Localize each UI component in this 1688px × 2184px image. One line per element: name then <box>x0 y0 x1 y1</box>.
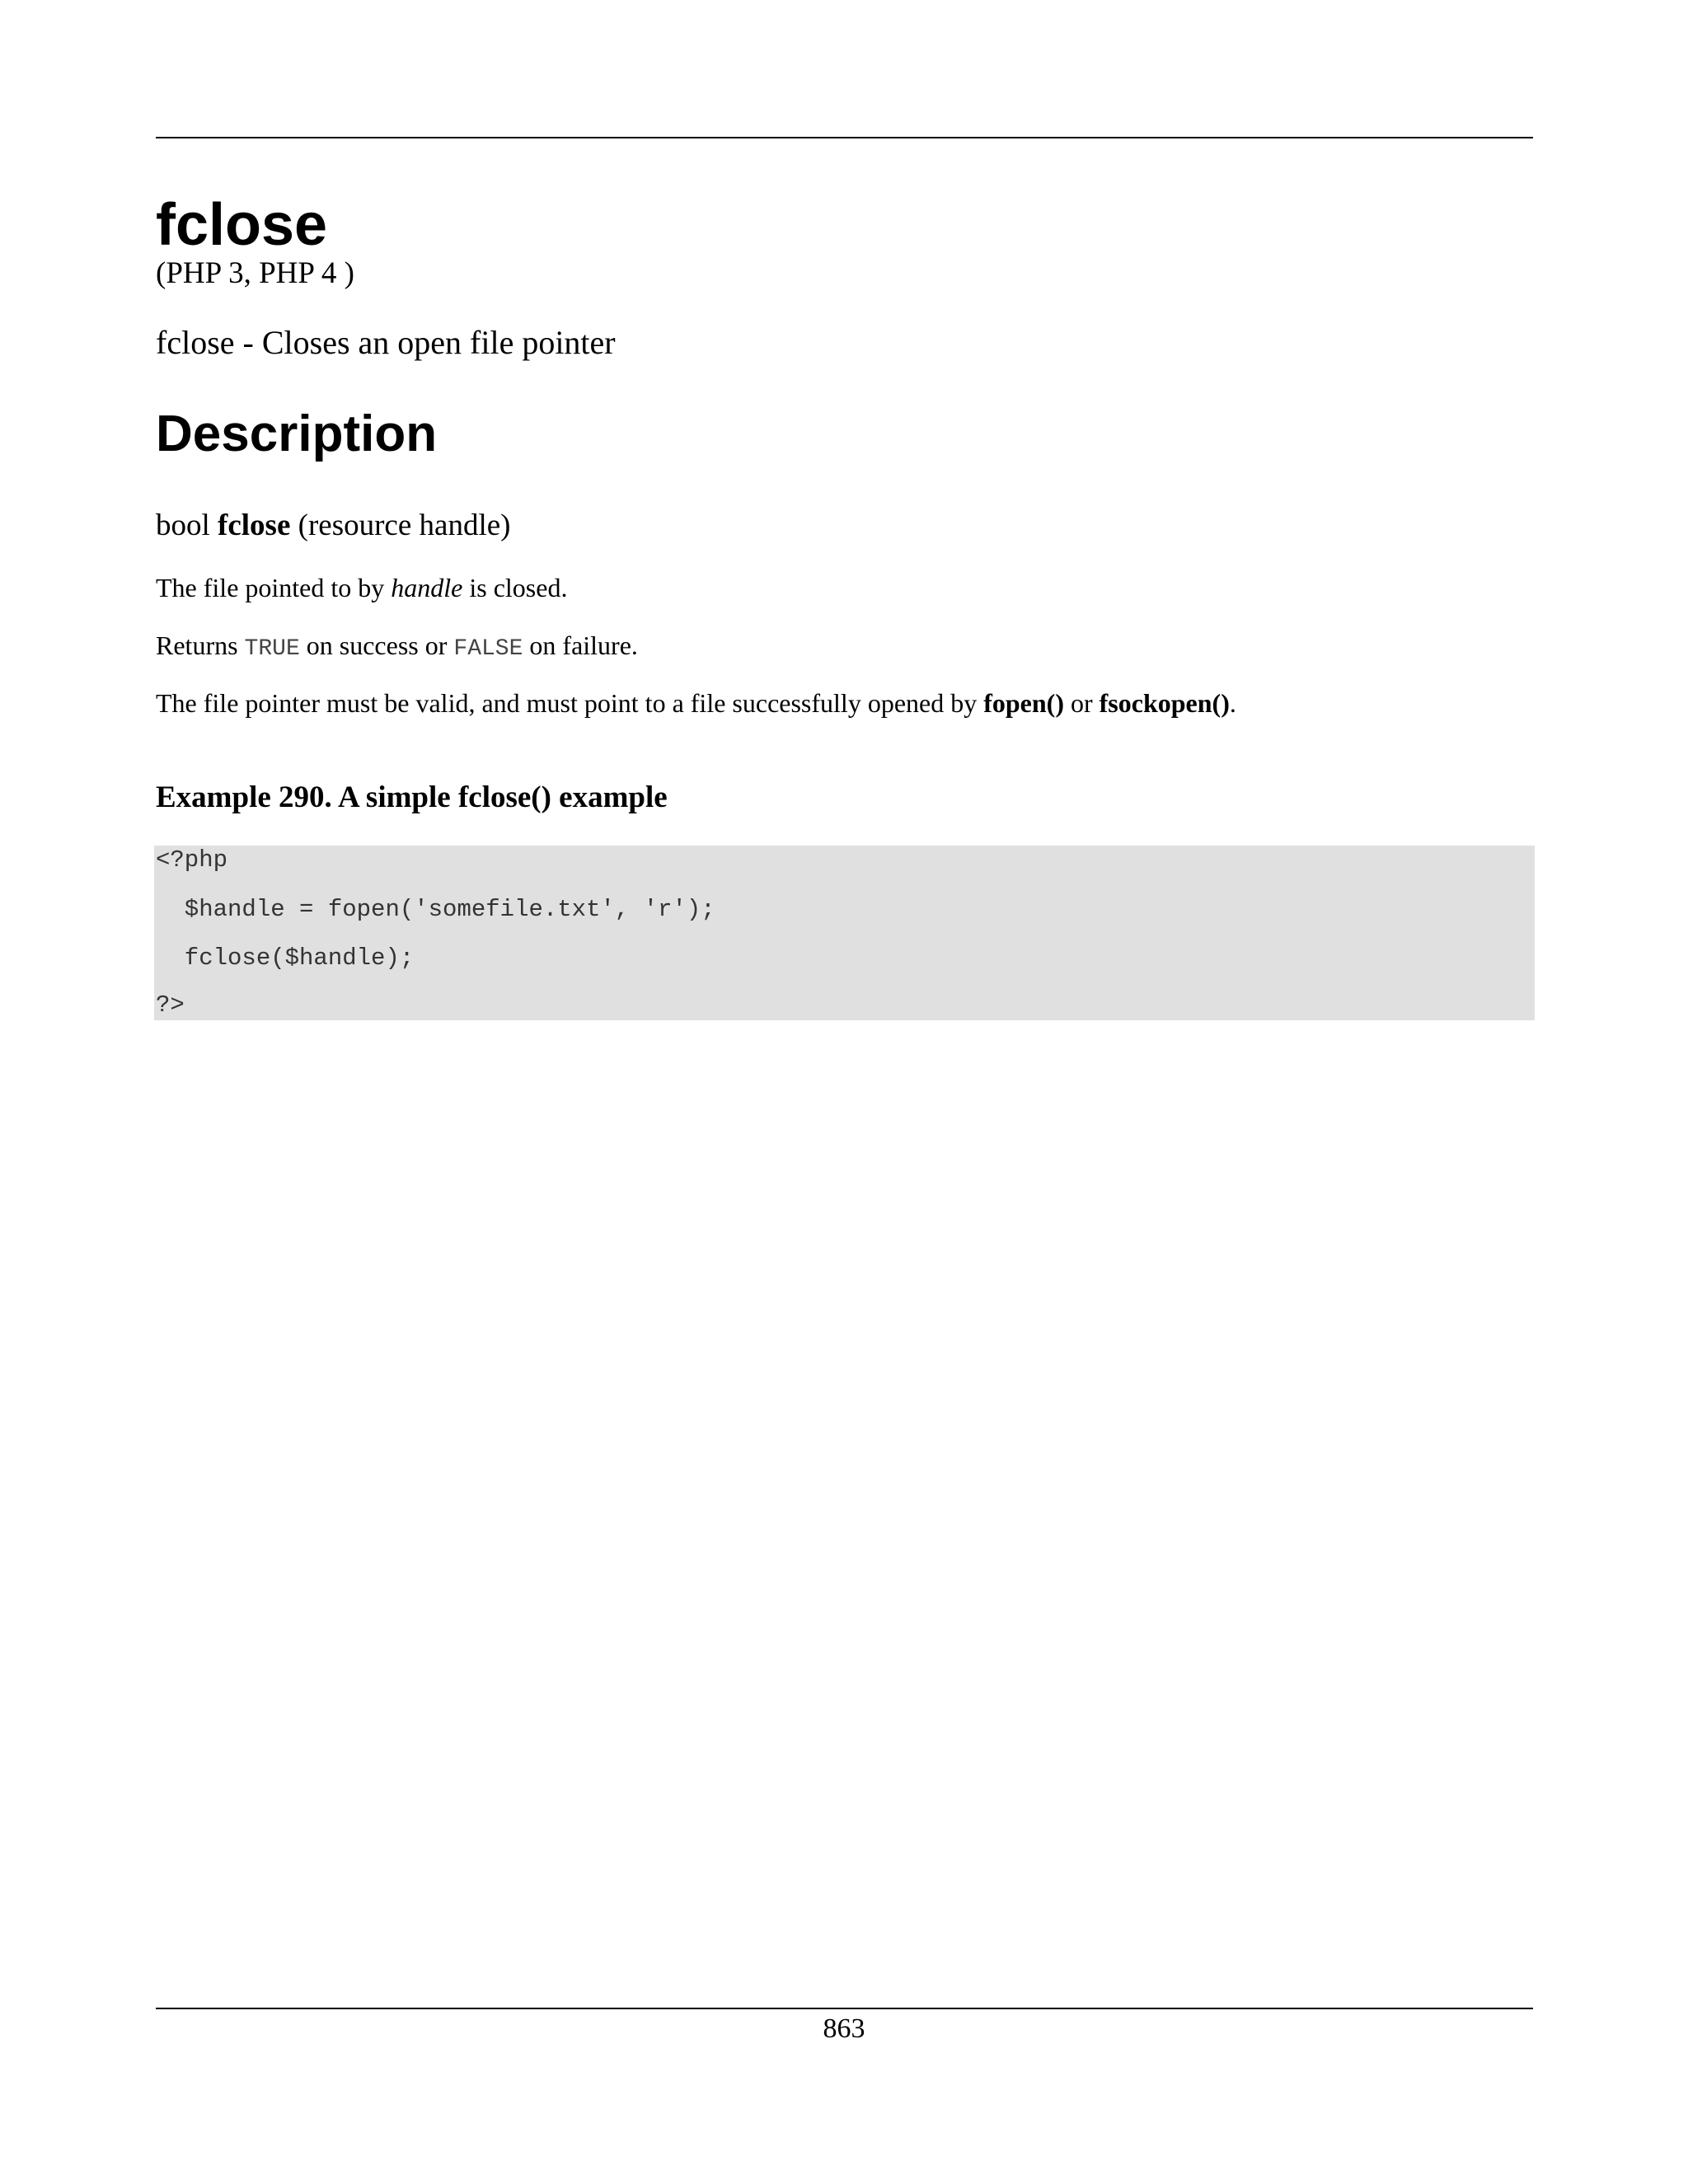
code-line: <?php <box>156 846 228 874</box>
code-line: $handle = fopen('somefile.txt', 'r'); <box>156 896 715 923</box>
footer-rule <box>156 2008 1533 2009</box>
para1-text-before: The file pointed to by <box>156 573 385 602</box>
func-link-fopen[interactable]: fopen() <box>983 688 1064 718</box>
function-synopsis <box>156 506 510 546</box>
section-heading-description: Description <box>156 405 438 462</box>
code-line: fclose($handle); <box>156 944 415 972</box>
page-number: 863 <box>823 2013 865 2044</box>
para3-text-middle: or <box>1070 688 1093 718</box>
synopsis-function-name: fclose <box>218 509 291 542</box>
php-versions: (PHP 3, PHP 4 ) <box>156 256 354 290</box>
param-handle: handle <box>391 573 463 602</box>
header-rule <box>156 137 1533 138</box>
paragraph-return-values <box>156 628 638 667</box>
synopsis-params: (resource handle) <box>298 509 511 542</box>
return-type: bool <box>156 509 210 542</box>
code-line: ?> <box>156 991 185 1019</box>
code-example <box>154 846 1535 1020</box>
const-true: TRUE <box>244 636 300 662</box>
para2-text-middle: on success or <box>306 630 448 660</box>
para3-text-before: The file pointer must be valid, and must point to a file successfully opened by <box>156 688 978 718</box>
para2-text-after: on failure. <box>529 630 638 660</box>
ref-purpose: fclose - Closes an open file pointer <box>156 324 616 361</box>
func-link-fsockopen[interactable]: fsockopen() <box>1099 688 1230 718</box>
const-false: FALSE <box>453 636 523 662</box>
example-title: Example 290. A simple fclose() example <box>156 780 668 814</box>
paragraph-file-pointer <box>156 686 1236 720</box>
para3-text-after: . <box>1229 688 1236 718</box>
function-title: fclose <box>156 192 328 258</box>
para1-text-after: is closed. <box>469 573 568 602</box>
paragraph-handle-closed <box>156 570 567 605</box>
para2-text-before: Returns <box>156 630 238 660</box>
